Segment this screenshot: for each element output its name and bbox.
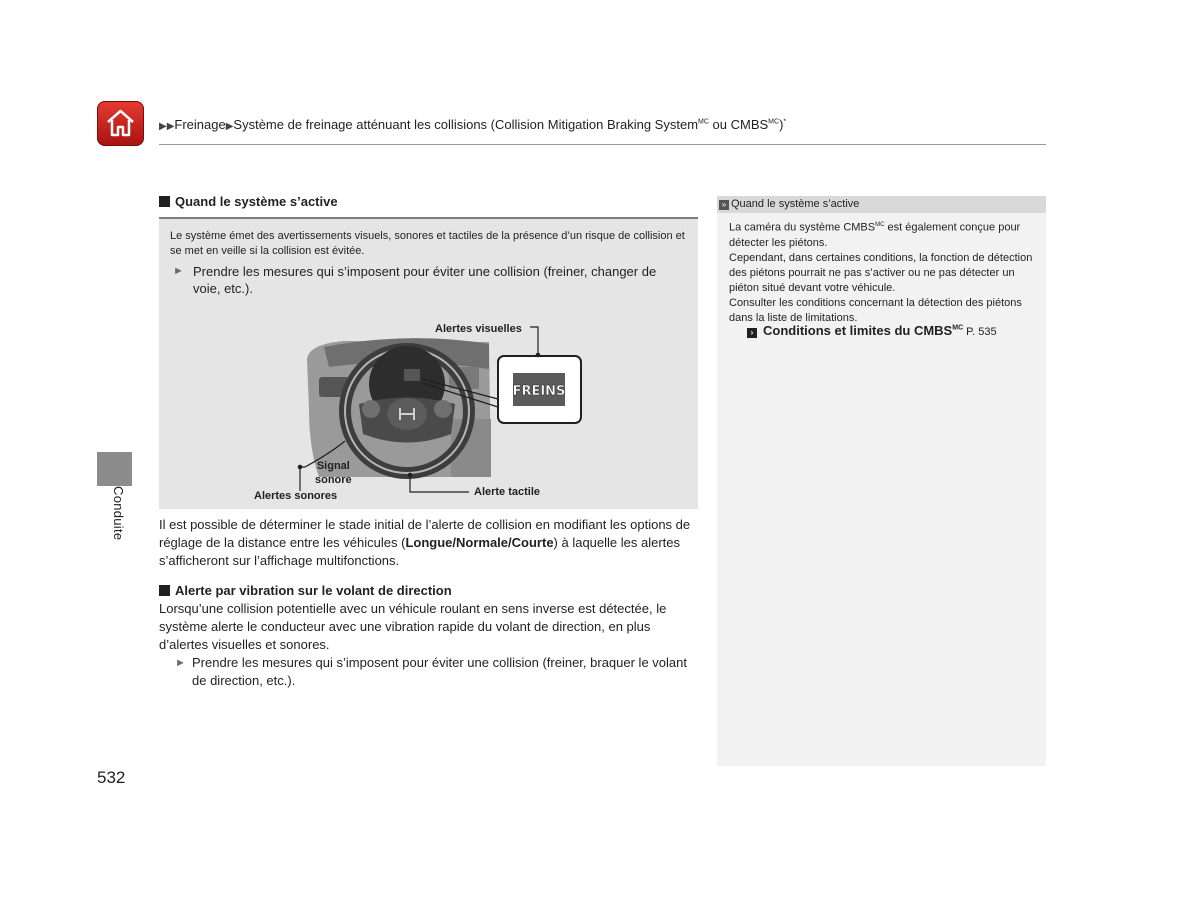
label-visual-alerts: Alertes visuelles	[435, 323, 522, 335]
breadcrumb-arrow-icon: ▶▶	[159, 121, 175, 132]
dashboard-illustration	[159, 219, 698, 511]
sidebar-note	[717, 196, 1046, 766]
section-heading-activation: Quand le système s’active	[159, 194, 338, 209]
cross-reference-link[interactable]: › Conditions et limites du $CMBS^{MC}$ P. 535	[747, 323, 997, 338]
section-heading-vibration: Alerte par vibration sur le volant de direction	[159, 583, 452, 598]
breadcrumb-current: Système de freinage atténuant les collisions (Collision Mitigation Braking System$^{MC}$ ou $CMBS^{MC})^*$	[233, 117, 787, 132]
note-arrow-icon: »	[719, 200, 729, 210]
right-button-cluster	[434, 400, 452, 418]
section-square-icon	[159, 585, 170, 596]
section-square-icon	[159, 196, 170, 207]
breadcrumb	[159, 117, 786, 132]
sidebar-body	[729, 218, 1039, 326]
header-divider	[159, 144, 1046, 145]
reference-arrow-icon: ›	[747, 328, 757, 338]
leader-dot	[408, 473, 413, 478]
leader-dot	[298, 465, 303, 470]
leader-visual-alerts	[530, 327, 538, 356]
freins-display-text: FREINS	[512, 384, 566, 399]
breadcrumb-link-freinage[interactable]: Freinage	[174, 117, 226, 132]
distance-settings-paragraph: Il est possible de déterminer le stade initial de l’alerte de collision en modifiant les options de réglage de la distance entre les véhicules (Longue/Normale/Courte) à laquelle les alertes s’afficheront sur l’affichage multifonctions.	[159, 517, 691, 568]
home-icon	[105, 107, 136, 139]
chapter-tab-marker[interactable]	[97, 452, 132, 486]
leader-dot	[536, 353, 541, 358]
vibration-paragraph: Lorsqu’une collision potentielle avec un véhicule roulant en sens inverse est détectée, le système alerte le conducteur avec une vibration rapide du volant de direction, en plus d’alertes visuelles et sonores.	[159, 601, 667, 652]
sidebar-heading: » Quand le système s’active	[717, 196, 1046, 213]
cluster-display	[404, 369, 420, 381]
panel-description: Le système émet des avertissements visuels, sonores et tactiles de la présence d’un risque de collision et se met en veille si la collision est évitée.	[170, 230, 685, 257]
bullet-triangle-icon: ►	[173, 265, 184, 277]
vibration-action-bullet: ► Prendre les mesures qui s’imposent pour éviter une collision (freiner, braquer le volant de direction, etc.).	[175, 655, 687, 688]
breadcrumb-arrow-icon: ▶	[225, 121, 234, 132]
label-audio-alerts: Alertes sonores	[254, 490, 338, 502]
sidebar-paragraph: Cependant, dans certaines conditions, la fonction de détection des piétons pourrait ne pas s’activer ou ne pas détecter un piéton situé devant votre véhicule.	[729, 251, 1033, 294]
sidebar-paragraph: Consulter les conditions concernant la détection des piétons dans la liste de limitations.	[729, 296, 1022, 324]
sidebar-paragraph: La caméra du système $CMBS^{MC}$ est également conçue pour détecter les piétons.	[729, 221, 1021, 249]
home-button[interactable]	[97, 101, 144, 146]
left-button-cluster	[362, 400, 380, 418]
page-number: 532	[97, 768, 126, 787]
chapter-tab-label: Conduite	[111, 486, 126, 541]
panel-action-bullet: ► Prendre les mesures qui s’imposent pour éviter une collision (freiner, changer de voie, etc.).	[173, 264, 657, 296]
info-panel	[159, 217, 698, 509]
label-tactile-alert: Alerte tactile	[474, 486, 541, 498]
label-audio-signal: Signal sonore	[315, 460, 352, 486]
bullet-triangle-icon: ►	[175, 657, 186, 669]
